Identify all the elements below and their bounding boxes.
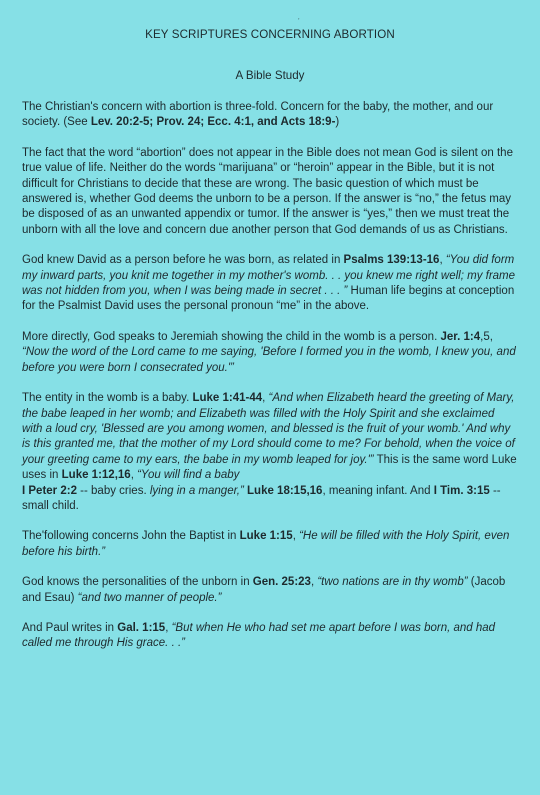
text-run: ,	[130, 469, 138, 482]
text-run: This is the same word Luke uses in	[22, 453, 517, 482]
scan-speck: ’	[298, 18, 300, 25]
text-run: The Christian's concern with abortion is three-fold. Concern for the baby, the mother, and our society. (See	[22, 101, 494, 129]
scripture-quote: “Now the word of the Lord came to me saying, 'Before I formed you in the womb, I knew you, and before you were born I consecrated you.'”	[22, 346, 516, 374]
document-title: KEY SCRIPTURES CONCERNING ABORTION	[145, 28, 395, 41]
scripture-reference: Lev. 20:2-5; Prov. 24; Ecc. 4:1, and Acts 18:9-	[90, 116, 336, 129]
text-run: The'following concerns John the Baptist in	[22, 530, 240, 543]
scripture-reference: Psalms 139:13-16	[343, 254, 440, 267]
text-run: -- small child.	[22, 484, 501, 512]
scripture-quote: “But when He who had set me apart before I was born, and had called me through His grace. . .”	[22, 621, 496, 650]
scripture-reference: Gen. 25:23	[252, 576, 311, 589]
text-run: -- baby cries.	[76, 484, 150, 497]
paragraph-galatians	[22, 621, 518, 652]
paragraph-david	[22, 253, 518, 315]
paragraph-word-abortion: The fact that the word “abortion” does not appear in the Bible does not mean God is silent on the true value of life. Neither do the words “marijuana” or “heroin” appear in the Bible, but it is not difficult for Christians to decide that these are wrong. The basic question of which must be answered is, whether God deems the unborn to be a person. If the answer is “no,” the fetus may be disposed of as an unwanted appendix or tumor. If the answer is “yes,” then we must treat the unborn with all the love and concern due another person that God demands of us as Christians.	[22, 146, 513, 236]
text-run: ,	[262, 392, 269, 405]
text-run: , meaning infant. And	[322, 484, 434, 497]
scripture-quote: “And when Elizabeth heard the greeting of Mary, the babe leaped in her womb; and Elizabeth was filled with the Holy Spirit and she exclaimed with a loud cry, 'Blessed are you among women, and blessed is the fruit of your womb.' And why is this granted me, that the mother of my Lord should come to me? For behold, when the voice of your greeting came to my ears, the babe in my womb leaped for joy.'”	[22, 392, 515, 466]
text-run: God knew David as a person before he was born, as related in	[22, 254, 344, 267]
scripture-quote: “He will be filled with the Holy Spirit, even before his birth.”	[22, 530, 510, 558]
text-run: (Jacob and Esau)	[22, 576, 506, 604]
text-run: ,	[310, 576, 318, 589]
scripture-quote: lying in a manger,”	[149, 484, 244, 497]
paragraph-john-baptist	[22, 529, 518, 560]
scripture-reference: Luke 18:15,16	[247, 484, 323, 497]
text-run: God knows the personalities of the unborn in	[22, 576, 253, 589]
scripture-quote: “You did form my inward parts, you knit me together in my mother's womb. . . you knew me right well; my frame was not hidden from you, when I was being made in secret . . . ”	[22, 254, 516, 298]
paragraph-intro	[22, 100, 518, 131]
scripture-reference: Luke 1:15	[239, 530, 293, 543]
text-run: The entity in the womb is a baby.	[22, 392, 193, 405]
text-run: ,	[439, 254, 446, 267]
text-run: ,	[165, 621, 172, 634]
scripture-quote: “and two manner of people.”	[77, 591, 222, 604]
text-run: ,5,	[480, 330, 493, 343]
scripture-reference: Jer. 1:4	[440, 330, 481, 343]
scripture-reference: Luke 1:41-44	[192, 392, 263, 405]
text-run: )	[335, 116, 340, 129]
paragraph-luke-baby	[22, 391, 518, 514]
scripture-quote: “two nations are in thy womb”	[317, 576, 468, 589]
paragraph-jeremiah	[22, 330, 518, 376]
text-run: And Paul writes in	[22, 621, 118, 634]
document-subtitle: A Bible Study	[235, 69, 305, 82]
scripture-reference: I Peter 2:2	[22, 484, 77, 497]
scripture-reference: Gal. 1:15	[117, 621, 166, 634]
text-run: ,	[292, 530, 300, 543]
text-run: Human life begins at conception for the Psalmist David uses the personal pronoun “me” in the above.	[22, 285, 515, 313]
scripture-reference: Luke 1:12,16	[61, 469, 131, 482]
scripture-quote: “You will find a baby	[137, 469, 240, 482]
text-run: More directly, God speaks to Jeremiah showing the child in the womb is a person.	[22, 330, 441, 343]
scripture-reference: I Tim. 3:15	[433, 484, 490, 497]
paragraph-genesis	[22, 575, 518, 606]
